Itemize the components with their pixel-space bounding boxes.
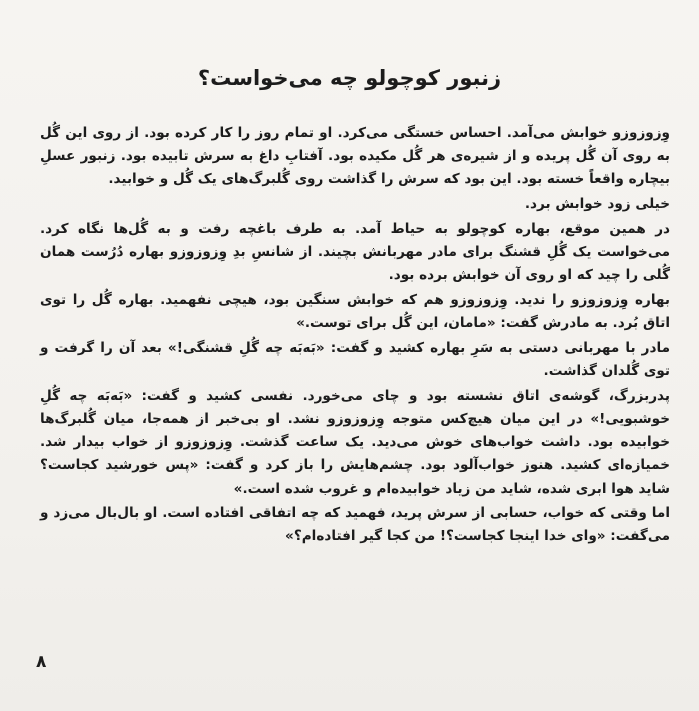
paragraph-4: بهاره وِزوزوزو را ندید. وِزوزوزو هم که خوابش سنگین بود، هیچی نفهمید. بهاره گُل را توی اتاق بُرد. به مادرش گفت: «مامان، این گُل برای توست.»	[40, 291, 670, 332]
paragraph-5: مادر با مهربانی دستی به سَرِ بهاره کشید و گفت: «بَه‌بَه چه گُلِ قشنگی!» بعد آن را گرفت و توی گُلدان گذاشت.	[40, 339, 670, 380]
paragraph-6: پدربزرگ، گوشه‌ی اتاق نشسته بود و چای می‌خورد. نفسی کشید و گفت: «بَه‌بَه چه گُلِ خوشبویی!» در این میان هیچ‌کس متوجه وِزوزوزو نشد. او بی‌خبر از همه‌جا، میان گُلبرگ‌ها خوابیده بود. داشت خواب‌های خوش می‌دید. یک ساعت گذشت. وِزوزوزو از خواب بیدار شد. خمیازه‌ای کشید. هنوز خواب‌آلود بود. چشم‌هایش را باز کرد و گفت: «پس خورشید کجاست؟ شاید هوا ابری شده، شاید من زیاد خوابیده‌ام و غروب شده است.»	[40, 387, 670, 497]
story-title: زنبور کوچولو چه می‌خواست؟	[197, 66, 502, 90]
paragraph-1: وِزوزوزو خوابش می‌آمد. احساس خستگی می‌کرد. او تمام روز را کار کرده بود. از روی این گُل به روی آن گُل پریده و از شیره‌ی هر گُل مکیده بود. آفتابِ داغ به سرش تابیده بود. زنبور عسلِ بیچاره واقعاً خسته بود. این بود که سرش را گذاشت روی گُلبرگ‌های یک گُل و خوابید.	[40, 125, 670, 188]
paragraph-7: اما وقتی که خواب، حسابی از سرش پرید، فهمید که چه اتفاقی افتاده است. او بال‌بال می‌زد و می‌گفت: «وای خدا اینجا کجاست؟! من کجا گیر افتاده‌ام؟»	[40, 505, 670, 545]
paragraph-2: خیلی زود خوابش برد.	[524, 196, 670, 213]
paragraph-3: در همین موقع، بهاره کوچولو به حیاط آمد. به طرف باغچه رفت و به گُل‌ها نگاه کرد. می‌خواست یک گُلِ قشنگ برای مادر مهربانش بچیند. از شانسِ بدِ وِزوزوزو بهاره دُرُست همان گُلی را چید که او روی آن خوابش برده بود.	[40, 220, 670, 284]
story-body	[40, 122, 670, 550]
page-number: ۸	[36, 652, 47, 672]
